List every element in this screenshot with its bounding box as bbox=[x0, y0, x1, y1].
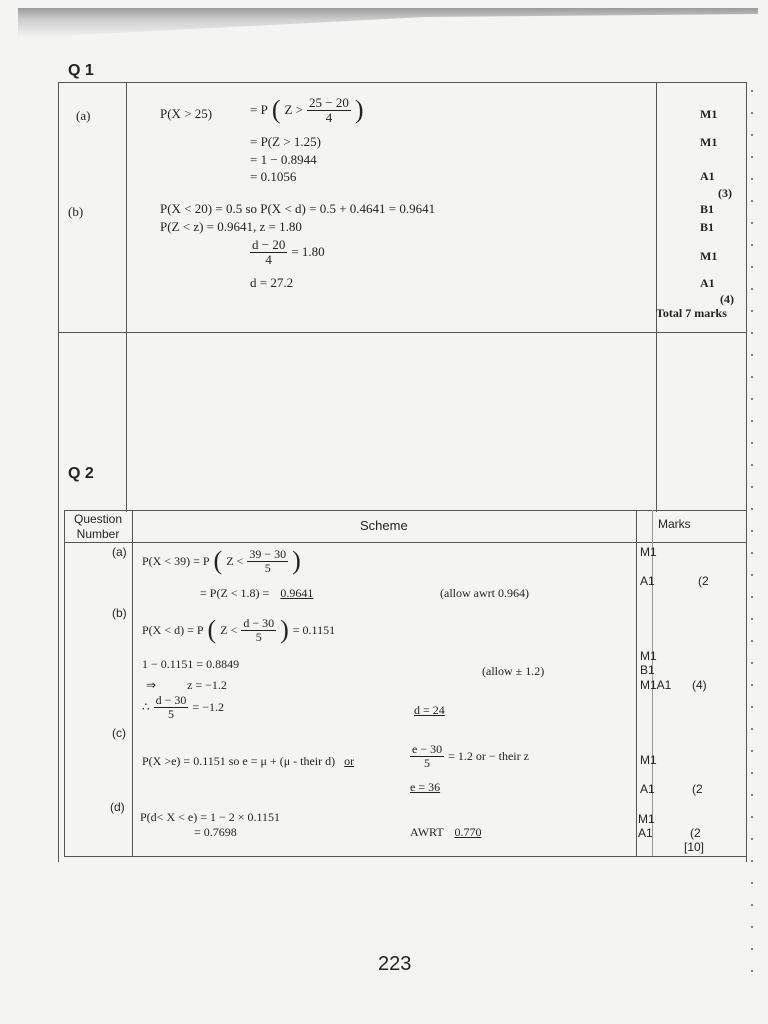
q1-b-line2: P(Z < z) = 0.9641, z = 1.80 bbox=[160, 219, 302, 234]
q1-total: Total 7 marks bbox=[656, 306, 727, 320]
q1-b-mark-2: B1 bbox=[700, 220, 715, 234]
binding-holes bbox=[750, 80, 754, 980]
q2-b-allow: (allow ± 1.2) bbox=[482, 664, 545, 678]
q2-a-line1: P(X < 39) = P ( Z < $\frac{39 - 30}{5}$ ) bbox=[142, 546, 301, 576]
q2-c-ans: e = 36 bbox=[410, 780, 441, 794]
q1-b-mark-1: B1 bbox=[700, 202, 715, 216]
q1-heading: Q 1 bbox=[68, 62, 94, 79]
q1-b-line1: P(X < 20) = 0.5 so P(X < d) = 0.5 + 0.4641 = 0.9641 bbox=[160, 201, 436, 216]
q2-c-line1: P(X >e) = 0.1151 so e = μ + (μ - their d) or bbox=[142, 754, 355, 768]
q2-a-line2: = P(Z < 1.8) = 0.9641 bbox=[200, 586, 314, 600]
q2-d-m1: M1 bbox=[638, 812, 655, 826]
q1-a-eq1: = P ( Z > $\frac{25 - 20}{4}$ ) bbox=[250, 95, 364, 125]
q1-b-total: (4) bbox=[720, 292, 734, 306]
q1-b-frac-line: $\frac{d - 20}{4}$ = 1.80 bbox=[252, 237, 325, 267]
q2-b-line4: ∴ $\frac{d - 30}{5}$ = −1.2 bbox=[142, 693, 224, 721]
q1-a-eq4: = 0.1056 bbox=[250, 169, 297, 184]
q2-a-a1: A1 bbox=[640, 574, 655, 588]
q2-b-m1: M1 bbox=[640, 649, 657, 663]
q1-table-top bbox=[58, 82, 746, 83]
q1-b-line4: d = 27.2 bbox=[250, 275, 294, 290]
q1-b-label: (b) bbox=[68, 204, 84, 219]
q2-col-marks: Marks bbox=[658, 517, 691, 531]
q2-table-left bbox=[64, 510, 65, 856]
q2-c-total: (2 bbox=[692, 782, 703, 796]
page-number: 223 bbox=[378, 953, 412, 975]
q1-b-mark-3: M1 bbox=[700, 249, 718, 263]
q1-a-lhs: P(X > 25) bbox=[160, 106, 213, 121]
q2-b-line2: 1 − 0.1151 = 0.8849 bbox=[142, 657, 240, 671]
q2-heading: Q 2 bbox=[68, 465, 94, 482]
q2-a-label: (a) bbox=[112, 545, 127, 559]
q1-a-eq2: = P(Z > 1.25) bbox=[250, 134, 321, 149]
q2-c-m1: M1 bbox=[640, 753, 657, 767]
q2-c-frac: $\frac{e - 30}{5}$ = 1.2 or − their z bbox=[412, 742, 529, 770]
q1-a-mark-1: M1 bbox=[700, 107, 718, 121]
q2-table-bottom bbox=[64, 856, 746, 857]
q2-d-awrt: AWRT 0.770 bbox=[410, 825, 482, 839]
q2-b-b1: B1 bbox=[640, 663, 655, 677]
q2-header-divider bbox=[64, 542, 746, 543]
q2-d-total: (2 bbox=[690, 826, 701, 840]
q2-col-question: Question Number bbox=[73, 512, 123, 541]
q2-d-a1: A1 bbox=[638, 826, 653, 840]
q1-a-eq3: = 1 − 0.8944 bbox=[250, 152, 317, 167]
q2-a-total: (2 bbox=[698, 574, 709, 588]
q1-b-mark-4: A1 bbox=[700, 276, 715, 290]
q2-b-ans: d = 24 bbox=[414, 703, 445, 717]
q2-b-line3: ⇒ z = −1.2 bbox=[146, 678, 227, 692]
q2-grand-total: [10] bbox=[684, 840, 705, 854]
scan-shadow bbox=[18, 8, 758, 38]
q1-table-left bbox=[58, 82, 59, 862]
q2-a-allow: (allow awrt 0.964) bbox=[440, 586, 529, 600]
q2-b-m1a1: M1A1 bbox=[640, 678, 672, 692]
q2-d-label: (d) bbox=[110, 800, 125, 814]
q2-a-m1: M1 bbox=[640, 545, 657, 559]
q2-d-line1: P(d< X < e) = 1 − 2 × 0.1151 bbox=[140, 810, 281, 824]
q1-table-bottom bbox=[58, 332, 746, 333]
q1-a-total: (3) bbox=[718, 186, 732, 200]
q2-table-top bbox=[64, 510, 746, 511]
q2-col-scheme: Scheme bbox=[360, 518, 408, 533]
q2-c-label: (c) bbox=[112, 726, 126, 740]
q1-a-label: (a) bbox=[76, 108, 91, 123]
q2-c-a1: A1 bbox=[640, 782, 655, 796]
q2-col-divider-2 bbox=[636, 510, 637, 856]
q1-col-divider-1 bbox=[126, 82, 127, 512]
q2-b-label: (b) bbox=[112, 606, 127, 620]
q1-table-right bbox=[746, 82, 747, 862]
q2-d-line2: = 0.7698 bbox=[194, 825, 237, 839]
q2-b-line1: P(X < d) = P ( Z < $\frac{d - 30}{5}$ ) = 0.1151 bbox=[142, 615, 336, 645]
q1-a-mark-3: A1 bbox=[700, 169, 715, 183]
q1-a-mark-2: M1 bbox=[700, 135, 718, 149]
q2-col-divider-1 bbox=[132, 510, 133, 856]
q2-b-total: (4) bbox=[692, 678, 707, 692]
q1-col-divider-2 bbox=[656, 82, 657, 512]
